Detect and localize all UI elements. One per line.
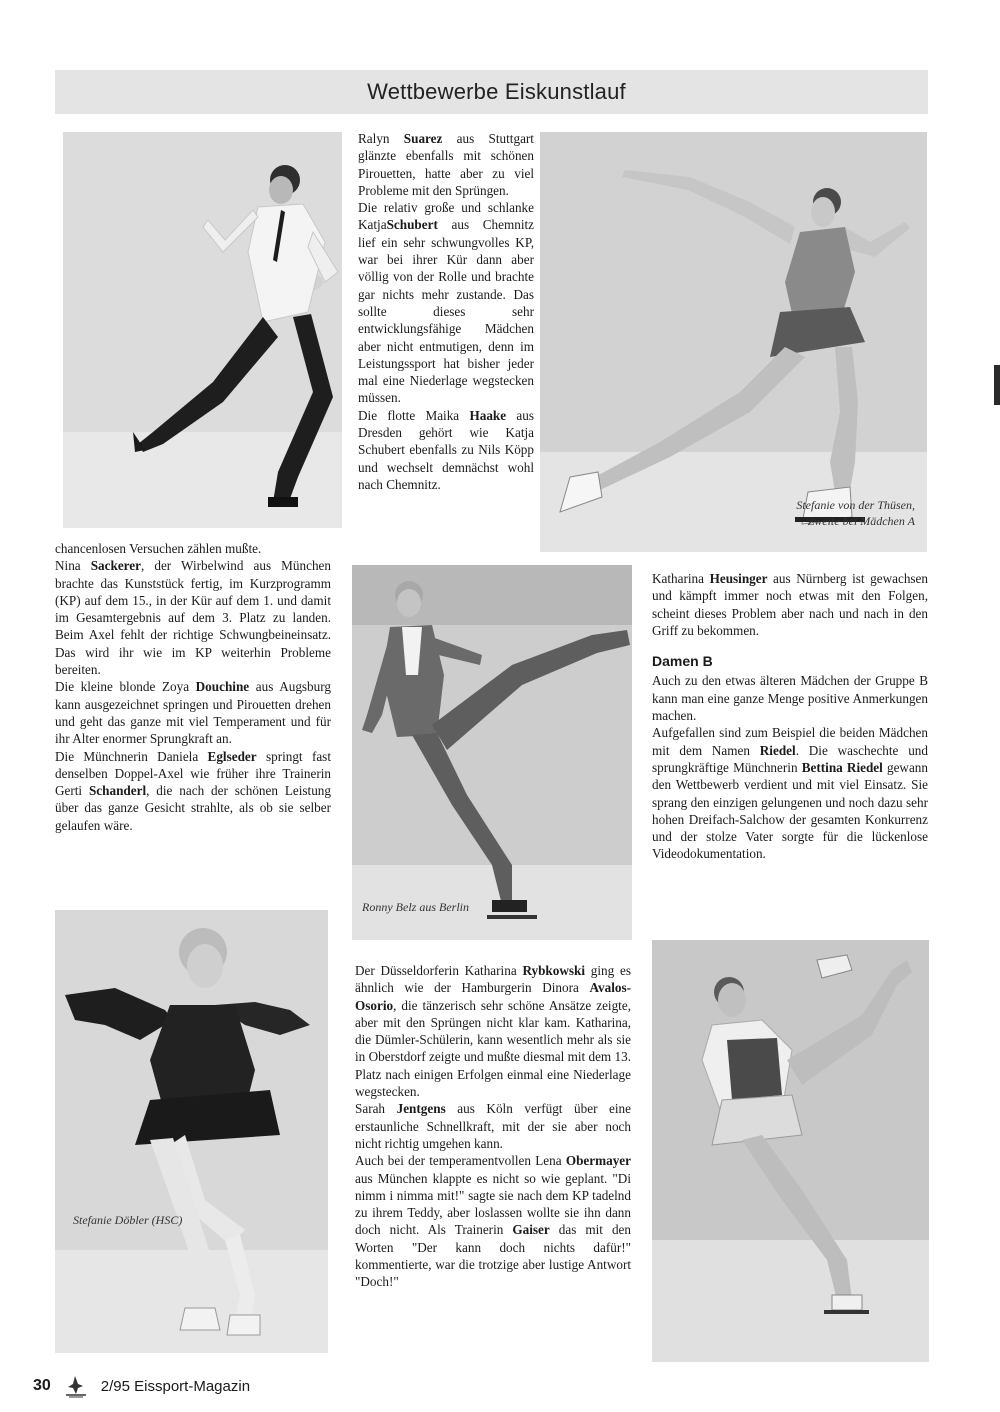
skater-name: Obermayer <box>565 1153 631 1169</box>
text-column-middle-bottom <box>355 962 631 1291</box>
paragraph: Katharina Heusinger aus Nürnberg ist gewachsen und kämpft immer noch etwas mit den Folgen, scheint dieses Problem aber nach und nach in den Griff zu bekommen. <box>652 571 928 638</box>
section-title: Wettbewerbe Eiskunstlauf <box>367 79 626 104</box>
paragraph: Die Münchnerin Daniela Eglseder springt fast denselben Doppel-Axel wie früher ihre Trainerin Gerti Schanderl, die nach der schönen Leistung über das ganze Gesicht strahlte, als ob sie selber gelaufen wäre. <box>55 748 331 833</box>
paragraph: Aufgefallen sind zum Beispiel die beiden Mädchen mit dem Namen Riedel. Die waschechte und sprungkräftige Münchnerin Bettina Riedel gewann den Wettbewerb verdient und mit viel Einsatz. Sie sprang den einzigen gelungenen und noch dazu sehr hohen Dreifach-Salchow der gesamten Konkurrenz und der stolze Vater sorgte für die lückenlose Videodokumentation. <box>652 725 928 862</box>
paragraph: Die flotte Maika Haake aus Dresden gehört wie Katja Schubert ebenfalls zu Nils Köpp und wechselt demnächst wohl nach Chemnitz. <box>358 407 534 492</box>
text-column-left <box>55 540 331 834</box>
skater-name: Jentgens <box>396 1101 446 1117</box>
page-footer <box>33 1375 250 1397</box>
coach-name: Gaiser <box>512 1222 550 1238</box>
paragraph: Auch bei der temperamentvollen Lena Obermayer aus München klappte es nicht so wie geplant. "Di nimm i nimma mit!" sagte sie nach dem KP tadelnd zu ihrem Teddy, aber loslassen wollte sie ihn dann doch nicht. Als Trainerin Gaiser das mit den Worten "Der kann doch nichts dafür!" kommentierte, war die trotzige aber lustige Antwort "Doch!" <box>355 1153 631 1290</box>
section-header-bar <box>55 70 928 114</box>
skater-name: Eglseder <box>207 748 257 764</box>
skater-name: Avalos-Osorio <box>355 980 631 1013</box>
page-number: 30 <box>33 1377 51 1394</box>
subheading-damen-b: Damen B <box>652 653 713 670</box>
skater-name: Schubert <box>386 217 438 233</box>
scan-edge-mark <box>994 365 1000 405</box>
text-column-middle-top <box>358 130 534 493</box>
skater-name: Heusinger <box>709 571 768 586</box>
paragraph: chancenlosen Versuchen zählen mußte. <box>55 541 262 556</box>
paragraph: Der Düsseldorferin Katharina Rybkowski ging es ähnlich wie der Hamburgerin Dinora Avalos-Osorio, die tänzerisch sehr schöne Ansätze zeigte, aber mit den Sprüngen nicht klar kam. Katharina, die Dümler-Schülerin, kann wesentlich mehr als sie in Oberstdorf zeigte und mußte diesmal mit dem 13. Platz nach einigen Erfolgen einmal eine Niederlage wegstecken. <box>355 963 631 1100</box>
photo-boy-skater <box>63 132 342 528</box>
skater-name: Riedel <box>759 742 796 758</box>
paragraph: Nina Sackerer, der Wirbelwind aus München brachte das Kunststück fertig, im Kurzprogramm (KP) auf dem 15., in der Kür auf dem 1. und damit im Gesamtergebnis auf dem 3. Platz zu landen. Beim Axel fehlt der richtige Schwungbeineinsatz. Das wird ihr wie im KP weiterhin Probleme bereiten. <box>55 558 331 678</box>
skater-name: Douchine <box>195 679 250 695</box>
text-column-right <box>652 570 928 863</box>
photo-ronny-belz <box>352 565 632 940</box>
publication-info: 2/95 Eissport-Magazin <box>100 1377 251 1395</box>
photo-girl-catch-foot <box>652 940 929 1362</box>
skater-name: Haake <box>469 407 507 423</box>
photo-stefanie-doebler <box>55 910 328 1353</box>
skater-name: Sackerer <box>90 558 141 574</box>
photo-girl-spiral <box>540 132 927 552</box>
skater-name: Suarez <box>403 131 443 146</box>
caption-stefanie-von-der-thuesen: Stefanie von der Thüsen, Zweite bei Mädchen A <box>796 498 915 528</box>
paragraph: Auch zu den etwas älteren Mädchen der Gruppe B kann man eine ganze Menge positive Anmerkungen machen. <box>652 673 928 724</box>
paragraph: Ralyn Suarez aus Stuttgart glänzte ebenfalls mit schönen Pirouetten, hatte aber zu viel Probleme mit den Sprüngen. <box>358 131 534 198</box>
skater-logo-icon <box>63 1374 89 1398</box>
skater-name: Bettina Riedel <box>801 759 883 775</box>
coach-name: Schanderl <box>88 783 147 799</box>
caption-ronny-belz: Ronny Belz aus Berlin <box>362 900 469 914</box>
paragraph: Sarah Jentgens aus Köln verfügt über eine erstaunliche Schnellkraft, mit der sie aber noch nicht richtig umgehen kann. <box>355 1101 631 1151</box>
skater-name: Rybkowski <box>522 963 586 978</box>
paragraph: Die kleine blonde Zoya Douchine aus Augsburg kann ausgezeichnet springen und Pirouetten drehen und geht das ganze mit viel Temperament und für ihr Alter enormer Sprungkraft an. <box>55 679 331 747</box>
paragraph: Die relativ große und schlanke KatjaSchubert aus Chemnitz lief ein sehr schwungvolles KP, war bei ihrer Kür dann aber völlig von der Rolle und brachte gar nichts mehr zustande. Das sollte dieses sehr entwicklungsfähige Mädchen aber nicht entmutigen, denn im Leistungssport hat bisher jeder mal eine Niederlage wegstecken müssen. <box>358 200 534 406</box>
caption-stefanie-doebler: Stefanie Döbler (HSC) <box>73 1213 183 1227</box>
